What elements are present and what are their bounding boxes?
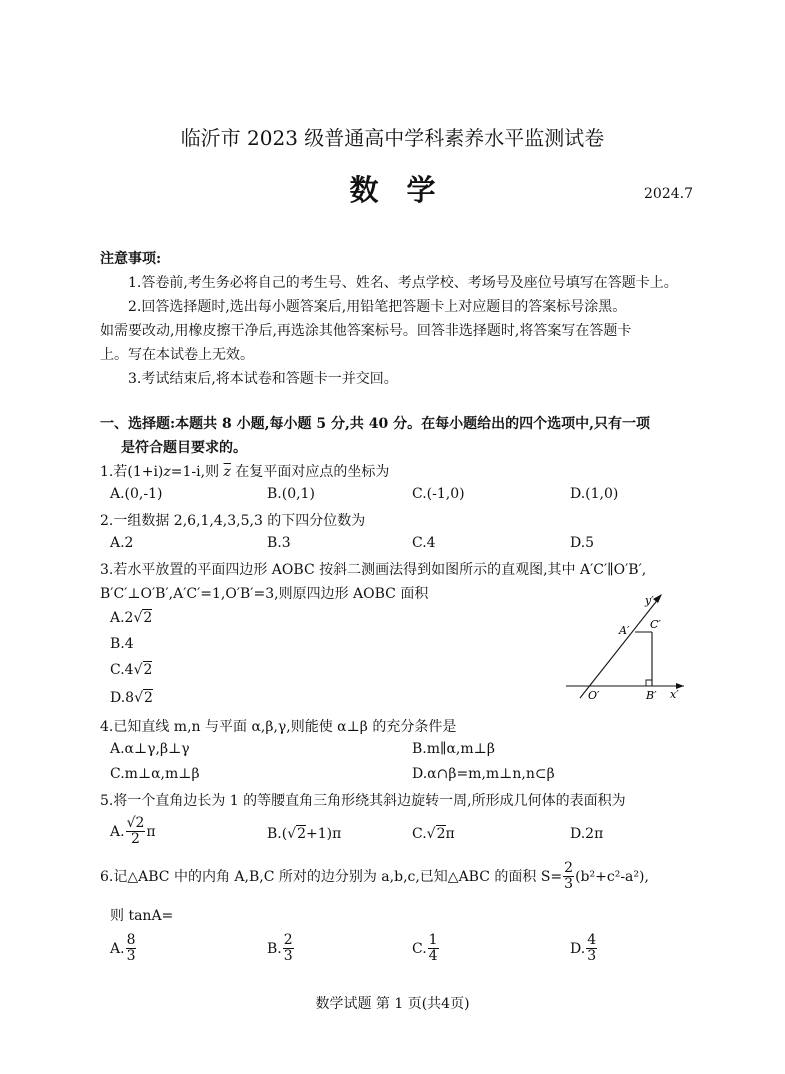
section-heading-line-1: 一、选择题:本题共 8 小题,每小题 5 分,共 40 分。在每小题给出的四个选项中,只有一项 [100, 416, 650, 432]
section-heading-line-2: 是符合题目要求的。 [121, 440, 247, 456]
question-1-option-c: C.(-1,0) [412, 486, 465, 502]
notice-line-2a: 2.回答选择题时,选出每小题答案后,用铅笔把答题卡上对应题目的答案标号涂黑。 [128, 299, 627, 315]
question-4-option-c: C.m⊥α,m⊥β [110, 766, 200, 782]
fraction: $\frac{√2}{2}$ [126, 815, 145, 848]
fraction: $\frac{4}{3}$ [587, 932, 597, 965]
question-4-option-b: B.m∥α,m⊥β [412, 741, 495, 757]
question-3-option-b: B.4 [110, 636, 134, 652]
question-2-stem: 2.一组数据 2,6,1,4,3,5,3 的下四分位数为 [100, 513, 366, 529]
notice-heading: 注意事项: [100, 251, 162, 267]
exam-title: 临沂市 2023 级普通高中学科素养水平监测试卷 [180, 126, 605, 150]
question-5-option-b: B.(√2+1)π [267, 826, 342, 842]
label-o: O′ [588, 689, 600, 702]
question-4-option-d: D.α∩β=m,m⊥n,n⊂β [412, 766, 555, 782]
question-6-stem: 6.记△ABC 中的内角 A,B,C 所对的边分别为 a,b,c,已知△ABC 的面积 S= $\frac{2}{3}$ (b²+c²-a²), [100, 860, 649, 893]
subject-title: 数学 [349, 173, 464, 207]
question-2-option-d: D.5 [570, 535, 595, 551]
oblique-drawing-figure [560, 590, 690, 705]
notice-line-2b: 如需要改动,用橡皮擦干净后,再选涂其他答案标号。回答非选择题时,将答案写在答题卡 [100, 323, 632, 339]
question-4-option-a: A.α⊥γ,β⊥γ [110, 741, 190, 757]
question-3-option-a: A.2√2 [110, 610, 153, 626]
fraction: $\frac{2}{3}$ [283, 932, 293, 965]
question-5-option-a: A. $\frac{√2}{2}$ π [110, 815, 156, 848]
question-2-option-b: B.3 [267, 535, 291, 551]
notice-line-2c: 上。写在本试卷上无效。 [100, 347, 254, 363]
label-y: y′ [645, 594, 654, 607]
question-6-option-b: B. $\frac{2}{3}$ [267, 932, 293, 965]
question-3-stem-line-1: 3.若水平放置的平面四边形 AOBC 按斜二测画法得到如图所示的直观图,其中 A′C′∥O′B′, [100, 562, 647, 578]
label-c: C′ [650, 618, 661, 631]
notice-line-1: 1.答卷前,考生务必将自己的考生号、姓名、考点学校、考场号及座位号填写在答题卡上。 [128, 275, 678, 291]
question-5-option-d: D.2π [570, 826, 604, 842]
question-2-option-a: A.2 [110, 535, 134, 551]
fraction: $\frac{2}{3}$ [564, 860, 574, 893]
exam-date: 2024.7 [644, 186, 693, 202]
question-3-option-c: C.4√2 [110, 662, 153, 678]
question-6-option-d: D. $\frac{4}{3}$ [570, 932, 597, 965]
notice-line-3: 3.考试结束后,将本试卷和答题卡一并交回。 [128, 371, 398, 387]
question-1-option-d: D.(1,0) [570, 486, 619, 502]
question-6-option-c: C. $\frac{1}{4}$ [412, 932, 438, 965]
right-angle-mark [646, 680, 652, 686]
question-1-option-a: A.(0,-1) [110, 486, 163, 502]
question-5-option-c: C.√2π [412, 826, 455, 842]
question-5-stem: 5.将一个直角边长为 1 的等腰直角三角形绕其斜边旋转一周,所形成几何体的表面积为 [100, 793, 626, 809]
question-1-option-b: B.(0,1) [267, 486, 315, 502]
question-6-stem-line-2: 则 tanA= [110, 908, 174, 924]
question-2-option-c: C.4 [412, 535, 436, 551]
question-3-option-d: D.8√2 [110, 690, 153, 706]
fraction: $\frac{8}{3}$ [126, 932, 136, 965]
label-a: A′ [619, 624, 630, 637]
label-x: x′ [670, 688, 679, 701]
page-footer: 数学试题 第 1 页(共4页) [315, 996, 470, 1012]
y-axis-line [580, 598, 659, 698]
y-axis-arrow [653, 594, 662, 603]
question-1-stem: 1.若(1+i)z=1-i,则 $\overline{z}$ 在复平面对应点的坐标为 [100, 464, 390, 480]
label-b: B′ [646, 689, 657, 702]
fraction: $\frac{1}{4}$ [428, 932, 438, 965]
question-6-option-a: A. $\frac{8}{3}$ [110, 932, 136, 965]
question-4-stem: 4.已知直线 m,n 与平面 α,β,γ,则能使 α⊥β 的充分条件是 [100, 719, 457, 735]
question-3-stem-line-2: B′C′⊥O′B′,A′C′=1,O′B′=3,则原四边形 AOBC 面积 [100, 586, 429, 602]
